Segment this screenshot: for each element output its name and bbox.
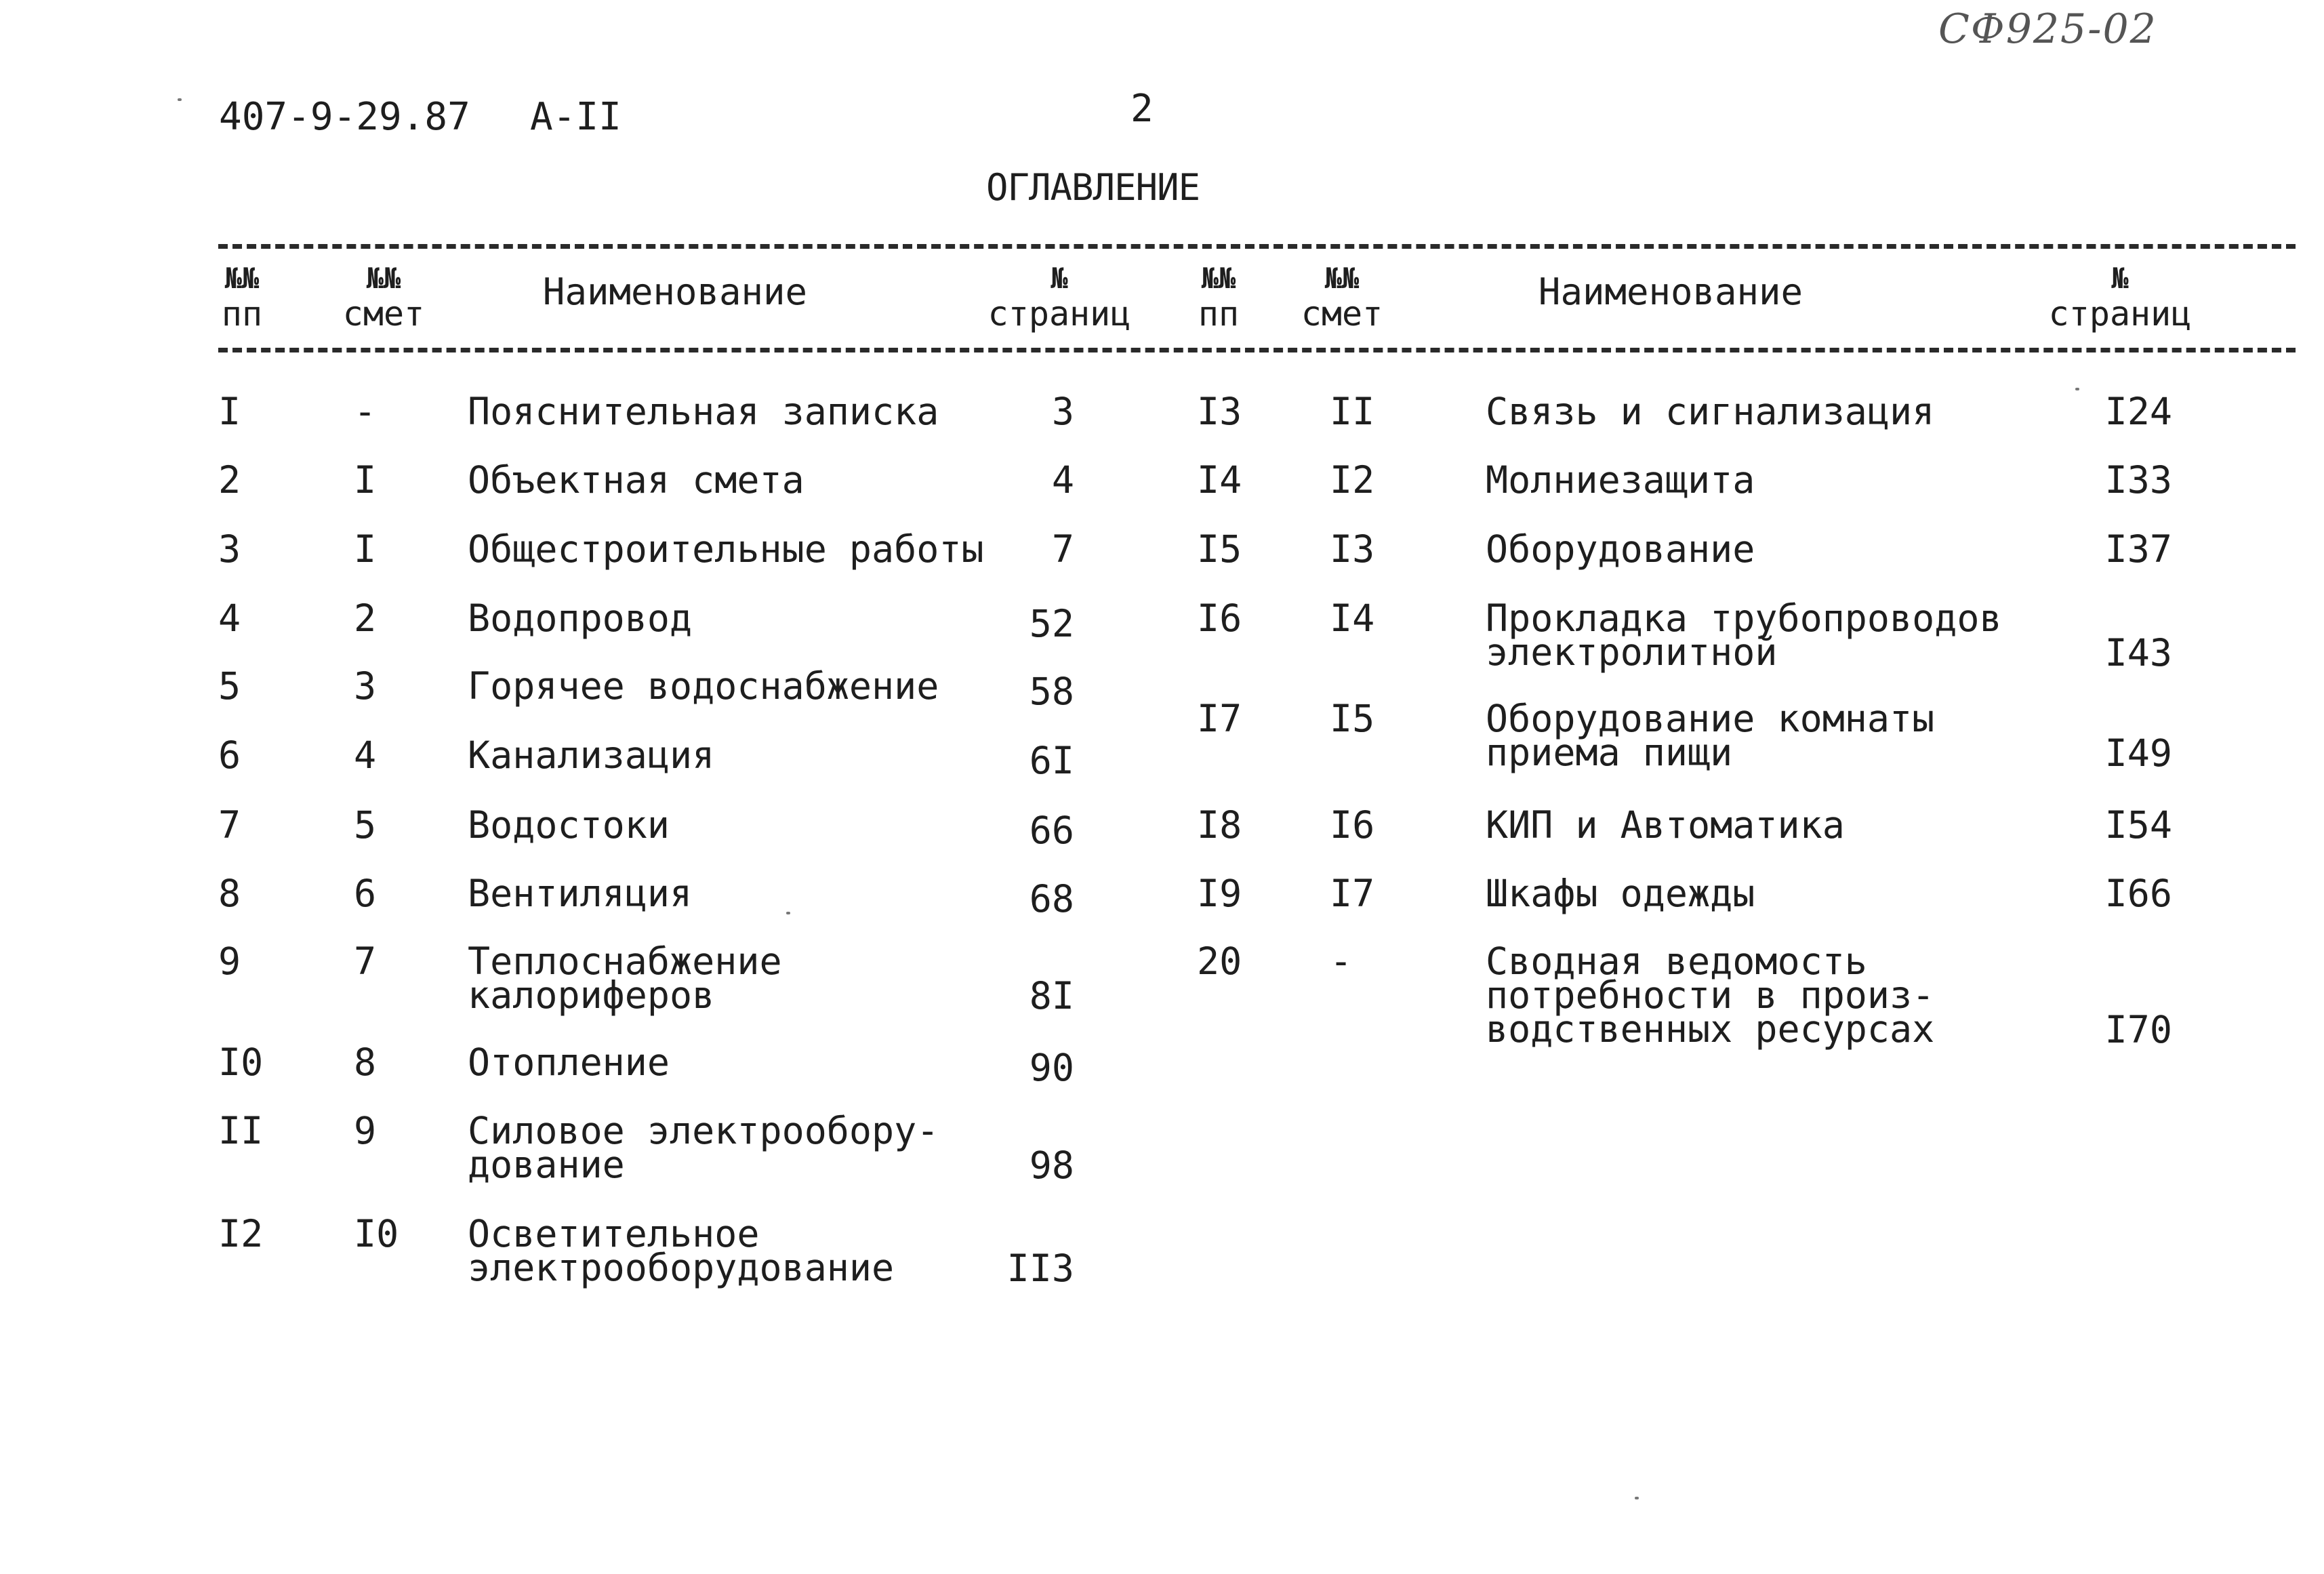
toc-estimate-number: I6 xyxy=(1330,803,1375,847)
toc-page-number: I24 xyxy=(2104,390,2172,433)
left-num-column-header: №№ пп xyxy=(221,262,263,334)
toc-item-name xyxy=(468,733,715,777)
toc-item-name-line: Теплоснабжение xyxy=(468,940,782,983)
toc-item-name-line: Объектная смета xyxy=(468,458,804,502)
toc-estimate-number: I4 xyxy=(1330,597,1375,640)
toc-item-number: I4 xyxy=(1197,458,1242,502)
right-estimate-column-header: №№ смет xyxy=(1301,262,1383,334)
toc-item-number: 6 xyxy=(218,733,241,777)
toc-page-number: 52 xyxy=(1029,602,1074,645)
toc-estimate-number: - xyxy=(354,390,377,433)
toc-item-name-line: Отопление xyxy=(468,1041,670,1084)
toc-item-name-line: водственных ресурсах xyxy=(1486,1007,1935,1051)
toc-item-name-line: приема пищи xyxy=(1486,731,1733,774)
toc-estimate-number: 5 xyxy=(354,803,377,847)
toc-item-number: 4 xyxy=(218,597,241,640)
toc-item-number: 5 xyxy=(218,664,241,708)
toc-item-name xyxy=(1486,803,1845,847)
scan-speck xyxy=(786,912,790,914)
toc-item-number: I8 xyxy=(1197,803,1242,847)
toc-item-name xyxy=(468,664,939,708)
toc-item-name-line: Связь и сигнализация xyxy=(1486,390,1935,433)
toc-item-name-line: Осветительное xyxy=(468,1212,760,1255)
toc-item-name xyxy=(468,390,939,433)
toc-item-name-line: Шкафы одежды xyxy=(1486,872,1755,915)
table-header-bottom-rule xyxy=(218,348,2296,352)
toc-page-number: 6I xyxy=(1029,739,1074,782)
toc-item-name-line: калориферов xyxy=(468,973,715,1017)
toc-estimate-number: I3 xyxy=(1330,527,1375,571)
toc-item-name-line: Общестроительные работы xyxy=(468,527,984,571)
scan-speck xyxy=(178,98,182,101)
toc-item-name xyxy=(468,527,984,571)
scan-speck xyxy=(2075,388,2079,390)
right-pages-column-header: № страниц xyxy=(2048,262,2192,334)
toc-item-number: 2 xyxy=(218,458,241,502)
toc-item-number: I7 xyxy=(1197,697,1242,740)
toc-estimate-number: II xyxy=(1330,390,1375,433)
toc-item-name xyxy=(468,597,693,640)
toc-page-number: 66 xyxy=(1029,809,1074,852)
toc-estimate-number: 6 xyxy=(354,872,377,915)
toc-page-number: I66 xyxy=(2104,872,2172,915)
toc-item-number: I2 xyxy=(218,1212,264,1255)
toc-item-name xyxy=(468,872,693,915)
toc-item-number: II xyxy=(218,1109,264,1152)
toc-estimate-number: - xyxy=(1330,940,1353,983)
toc-estimate-number: 4 xyxy=(354,733,377,777)
toc-page-number: I70 xyxy=(2104,1008,2172,1051)
toc-item-number: I3 xyxy=(1197,390,1242,433)
toc-item-name-line: потребности в произ- xyxy=(1486,973,1935,1017)
toc-page-number: 90 xyxy=(1029,1046,1074,1089)
left-name-column-header: Наименование xyxy=(542,270,808,313)
toc-page-number: 98 xyxy=(1029,1144,1074,1187)
toc-item-name-line: КИП и Автоматика xyxy=(1486,803,1845,847)
table-top-rule xyxy=(218,244,2296,249)
toc-page-number: I43 xyxy=(2104,631,2172,674)
toc-estimate-number: I0 xyxy=(354,1212,399,1255)
toc-page-number: II3 xyxy=(1006,1247,1074,1290)
page-title: ОГЛАВЛЕНИЕ xyxy=(986,166,1200,209)
toc-item-name xyxy=(1486,597,2002,674)
toc-item-name-line: Оборудование xyxy=(1486,527,1755,571)
toc-item-name xyxy=(468,1212,895,1289)
toc-estimate-number: I xyxy=(354,527,377,571)
document-code: 407-9-29.87 xyxy=(219,95,470,139)
left-pages-column-header: № страниц xyxy=(987,262,1131,334)
right-num-column-header: №№ пп xyxy=(1198,262,1240,334)
toc-item-name xyxy=(1486,940,1935,1051)
toc-item-name xyxy=(1486,697,1935,774)
toc-estimate-number: I5 xyxy=(1330,697,1375,740)
toc-item-name-line: Горячее водоснабжение xyxy=(468,664,939,708)
page-number: 2 xyxy=(1130,87,1154,131)
toc-page-number: 58 xyxy=(1029,670,1074,713)
toc-item-number: 8 xyxy=(218,872,241,915)
toc-page-number: I54 xyxy=(2104,803,2172,847)
left-estimate-column-header: №№ смет xyxy=(342,262,425,334)
toc-item-number: 9 xyxy=(218,940,241,983)
toc-estimate-number: 7 xyxy=(354,940,377,983)
toc-page-number: I33 xyxy=(2104,458,2172,502)
toc-item-number: 20 xyxy=(1197,940,1242,983)
toc-item-name-line: Силовое электрообору- xyxy=(468,1109,939,1152)
toc-item-name xyxy=(1486,390,1935,433)
scan-speck xyxy=(1635,1497,1639,1499)
toc-estimate-number: 8 xyxy=(354,1041,377,1084)
toc-item-name xyxy=(468,1109,939,1186)
toc-item-number: I5 xyxy=(1197,527,1242,571)
toc-page-number: 8I xyxy=(1029,974,1074,1017)
toc-item-name xyxy=(468,458,804,502)
toc-page-number: I49 xyxy=(2104,731,2172,775)
handwritten-archive-mark: СФ925-02 xyxy=(1938,5,2157,53)
toc-item-name-line: Прокладка трубопроводов xyxy=(1486,597,2002,640)
toc-item-name xyxy=(468,803,670,847)
toc-item-number: 3 xyxy=(218,527,241,571)
toc-page-number: 68 xyxy=(1029,877,1074,921)
toc-item-name xyxy=(1486,872,1755,915)
right-name-column-header: Наименование xyxy=(1538,270,1803,313)
toc-page-number: 7 xyxy=(1051,527,1074,571)
toc-item-name-line: Оборудование комнаты xyxy=(1486,697,1935,740)
toc-estimate-number: I7 xyxy=(1330,872,1375,915)
toc-item-name-line: Вентиляция xyxy=(468,872,693,915)
toc-item-number: 7 xyxy=(218,803,241,847)
toc-item-name xyxy=(1486,458,1755,502)
toc-page-number: 4 xyxy=(1051,458,1074,502)
toc-item-name-line: Водопровод xyxy=(468,597,693,640)
toc-estimate-number: I xyxy=(354,458,377,502)
toc-item-name xyxy=(468,940,782,1017)
toc-estimate-number: I2 xyxy=(1330,458,1375,502)
toc-item-name-line: Пояснительная записка xyxy=(468,390,939,433)
toc-item-name-line: электролитной xyxy=(1486,630,1778,674)
toc-item-name-line: Сводная ведомость xyxy=(1486,940,1867,983)
toc-item-name xyxy=(1486,527,1755,571)
toc-item-name xyxy=(468,1041,670,1084)
toc-item-number: I xyxy=(218,390,241,433)
toc-item-number: I6 xyxy=(1197,597,1242,640)
toc-item-name-line: Водостоки xyxy=(468,803,670,847)
toc-item-number: I9 xyxy=(1197,872,1242,915)
toc-estimate-number: 2 xyxy=(354,597,377,640)
toc-estimate-number: 9 xyxy=(354,1109,377,1152)
toc-item-name-line: Канализация xyxy=(468,733,715,777)
toc-item-name-line: Молниезащита xyxy=(1486,458,1755,502)
album-label: А-II xyxy=(530,95,621,139)
toc-item-name-line: электрооборудование xyxy=(468,1246,895,1289)
toc-item-name-line: дование xyxy=(468,1143,625,1186)
toc-page-number: I37 xyxy=(2104,527,2172,571)
toc-estimate-number: 3 xyxy=(354,664,377,708)
toc-item-number: I0 xyxy=(218,1041,264,1084)
toc-page-number: 3 xyxy=(1051,390,1074,433)
